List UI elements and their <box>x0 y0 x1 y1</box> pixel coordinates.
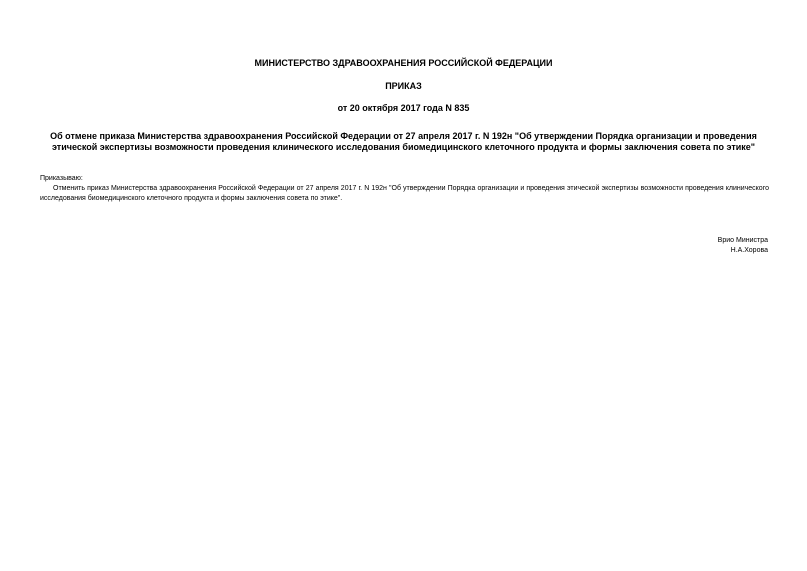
signatory-name: Н.А.Хорова <box>730 247 768 254</box>
order-lead-text: Приказываю: <box>40 175 83 182</box>
document-title <box>40 131 767 153</box>
document-title-line-2: этической экспертизы возможности проведения клинического исследования биомедицинского клеточного продукта и формы заключения совета по этике" <box>51 142 756 152</box>
signatory-position: Врио Министра <box>717 237 768 244</box>
document-type: ПРИКАЗ <box>385 81 422 91</box>
order-point-text: Отменить приказ Министерства здравоохранения Российской Федерации от 27 апреля 2017 г. N 192н "Об утверждении Порядка организации и проведения этической экспертизы возможности проведения клинического исследования биомедицинского клеточного продукта и формы заключения совета по этике". <box>40 185 769 202</box>
ministry-name: МИНИСТЕРСТВО ЗДРАВООХРАНЕНИЯ РОССИЙСКОЙ ФЕДЕРАЦИИ <box>254 58 553 68</box>
document-date-number: от 20 октября 2017 года N 835 <box>337 103 470 113</box>
document-title-line-1: Об отмене приказа Министерства здравоохранения Российской Федерации от 27 апреля 2017 г. N 192н "Об утверждении Порядка организации и проведения <box>50 131 757 141</box>
